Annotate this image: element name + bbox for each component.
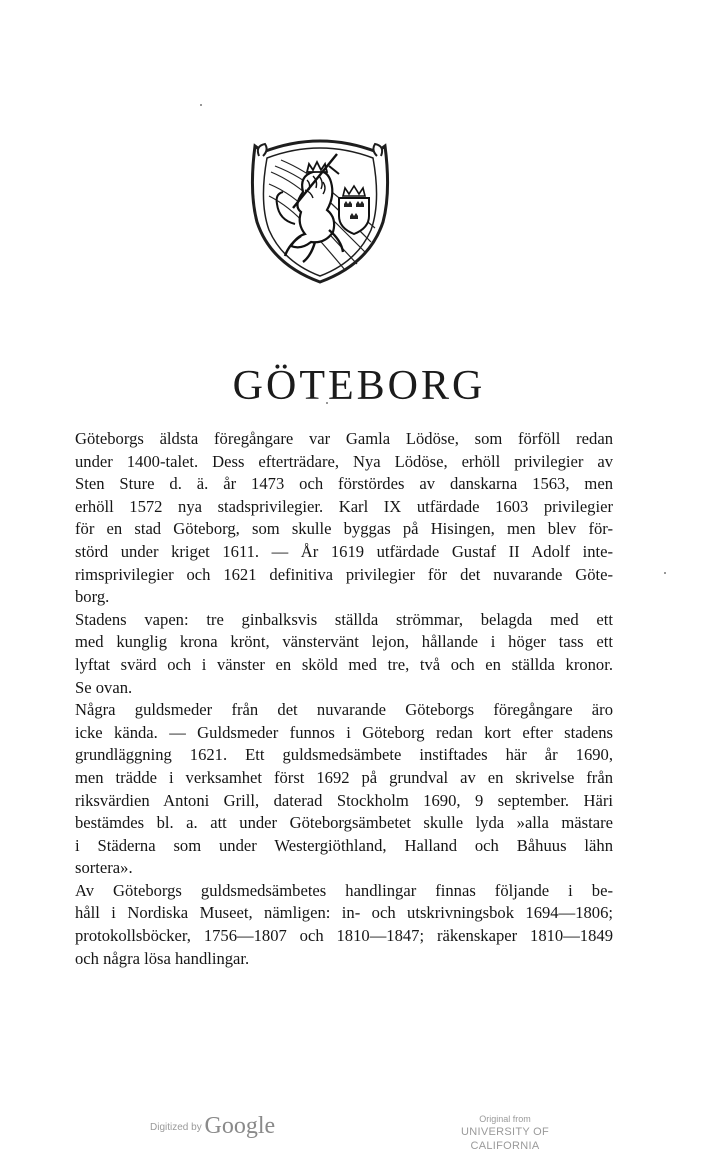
paragraph-coat-of-arms — [55, 609, 613, 699]
institution-label: UNIVERSITY OF CALIFORNIA — [460, 1126, 550, 1152]
text-line: Se ovan. — [75, 677, 133, 697]
speck — [200, 104, 202, 106]
paragraph-records — [55, 880, 613, 970]
text-line: störd under kriget 1611. — År 1619 utfärdade Gustaf II Adolf inte- — [75, 541, 613, 561]
text-line: Av Göteborgs guldsmedsämbetes handlingar finnas följande i be- — [75, 880, 613, 900]
text-line: håll i Nordiska Museet, nämligen: in- och utskrivningsbok 1694—1806; — [75, 903, 613, 923]
body-text — [55, 428, 613, 970]
paragraph-goldsmiths — [55, 699, 613, 880]
original-from-label: Original from — [479, 1114, 531, 1124]
text-line: protokollsböcker, 1756—1807 och 1810—1847; räkenskaper 1810—1849 — [75, 926, 613, 946]
text-line: Göteborgs äldsta föregångare var Gamla Lödöse, som förföll redan — [75, 429, 613, 448]
text-line: Sten Sture d. ä. år 1473 och förstördes av danskarna 1563, men — [75, 474, 613, 494]
text-line: sortera». — [75, 858, 133, 878]
text-line: men trädde i verksamhet först 1692 på grundval av en skrivelse från — [75, 767, 613, 787]
speck — [664, 572, 666, 574]
text-line: borg. — [75, 587, 110, 607]
page-title: GÖTEBORG — [232, 363, 486, 409]
text-line: under 1400-talet. Dess efterträdare, Nya Lödöse, erhöll privilegier av — [75, 451, 613, 471]
google-logo: Google — [204, 1113, 276, 1139]
text-line: och några lösa handlingar. — [75, 948, 250, 968]
text-line: med kunglig krona krönt, vänstervänt lejon, hållande i höger tass ett — [75, 632, 613, 652]
paragraph-history — [55, 428, 613, 609]
text-line: erhöll 1572 nya stadsprivilegier. Karl IX utfärdade 1603 privilegier — [75, 496, 613, 516]
text-line: icke kända. — Guldsmeder funnos i Göteborg redan kort efter stadens — [75, 722, 613, 742]
digitized-by-label: Digitized by — [150, 1122, 202, 1133]
digitized-by-google — [150, 1113, 275, 1140]
text-line: för en stad Göteborg, som skulle byggas på Hisingen, men blev för- — [75, 519, 613, 539]
text-line: Stadens vapen: tre ginbalksvis ställda strömmar, belagda med ett — [75, 609, 613, 629]
text-line: rimsprivilegier och 1621 definitiva privilegier för det nuvarande Göte- — [75, 564, 613, 584]
coat-of-arms-lion-icon — [245, 132, 395, 284]
text-line: Några guldsmeder från det nuvarande Göteborgs föregångare äro — [75, 700, 613, 720]
text-line: riksvärdien Antoni Grill, daterad Stockholm 1690, 9 september. Häri — [75, 790, 613, 810]
original-source — [430, 1114, 580, 1153]
text-line: bestämdes bl. a. att under Göteborgsämbetet skulle lyda »alla mästare — [75, 813, 613, 833]
text-line: lyftat svärd och i vänster en sköld med tre, två och en ställda kronor. — [75, 654, 613, 674]
text-line: i Städerna som under Westergiöthland, Halland och Båhuus lähn — [75, 835, 613, 855]
text-line: grundläggning 1621. Ett guldsmedsämbete instiftades här år 1690, — [75, 745, 613, 765]
